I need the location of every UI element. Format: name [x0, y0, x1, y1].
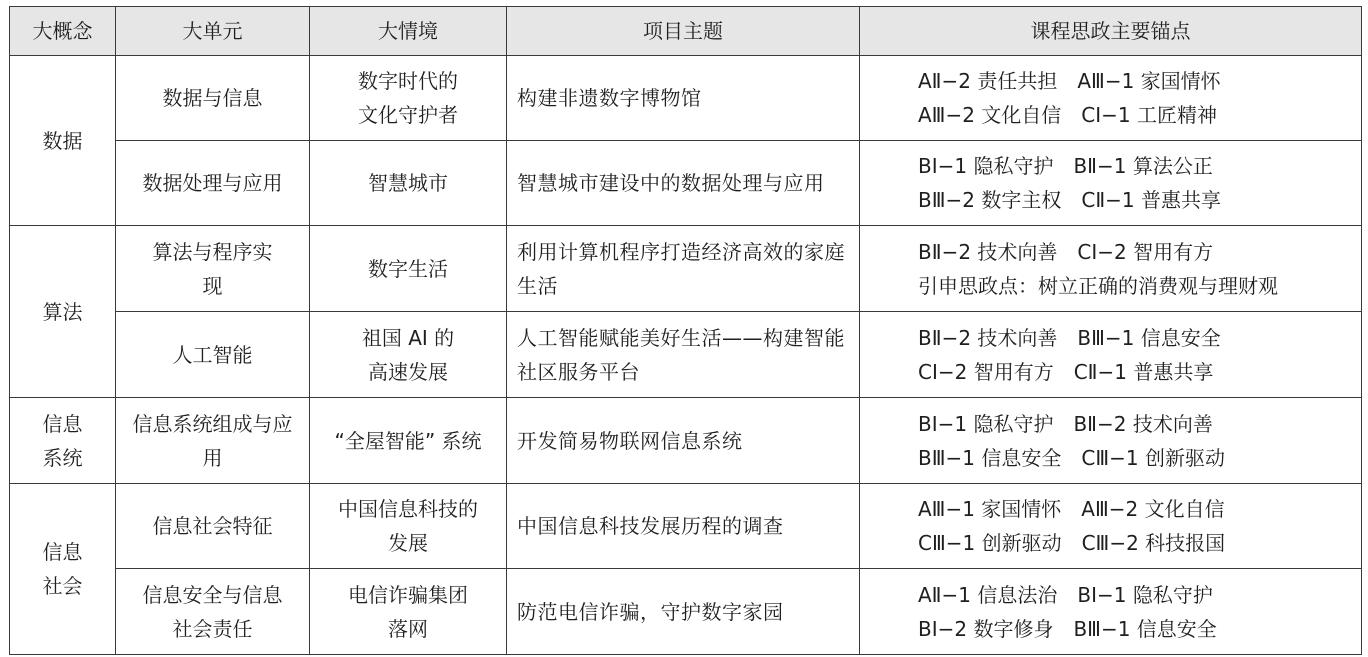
anchor-line: AⅡ−2 责任共担 AⅢ−1 家国情怀 — [918, 69, 1221, 93]
context-line: 中国信息科技的 — [338, 497, 478, 521]
anchor-line: AⅢ−1 家国情怀 AⅢ−2 文化自信 — [918, 497, 1225, 521]
anchor-line: BⅠ−1 隐私守护 BⅡ−2 技术向善 — [918, 411, 1213, 436]
anchor-line: BⅡ−2 技术向善 CⅠ−2 智用有方 — [918, 239, 1214, 264]
unit-cell — [116, 141, 310, 226]
context-line: 电信诈骗集团 — [348, 582, 468, 607]
context-cell — [310, 569, 507, 655]
anchor-line: BⅢ−1 信息安全 CⅢ−1 创新驱动 — [918, 445, 1225, 470]
concept-text: 信息系统 — [42, 411, 83, 470]
anchor-line: CⅢ−1 创新驱动 CⅢ−2 科技报国 — [918, 531, 1226, 555]
table-row — [10, 569, 1362, 655]
context-cell: “全屋智能” 系统 — [310, 398, 507, 484]
header-topic: 项目主题 — [507, 7, 860, 56]
anchors-cell — [860, 312, 1362, 398]
anchors-cell — [860, 484, 1362, 569]
topic-cell: 中国信息科技发展历程的调查 — [507, 484, 860, 569]
unit-cell — [116, 569, 310, 655]
anchor-line: CⅠ−2 智用有方 CⅡ−1 普惠共享 — [918, 359, 1214, 384]
anchor-line: 引申思政点：树立正确的消费观与理财观 — [918, 273, 1278, 298]
unit-text: 算法与程序实现 — [152, 239, 273, 298]
concept-cell: 数据 — [10, 56, 116, 226]
context-cell — [310, 56, 507, 141]
context-cell — [310, 312, 507, 398]
unit-text: 信息安全与信息社会责任 — [142, 582, 283, 641]
topic-cell: 利用计算机程序打造经济高效的家庭生活 — [507, 226, 860, 312]
table-row — [10, 226, 1362, 312]
context-cell: 数字生活 — [310, 226, 507, 312]
anchor-line: BⅠ−1 隐私守护 BⅡ−1 算法公正 — [918, 154, 1213, 178]
anchor-line: AⅢ−2 文化自信 CⅠ−1 工匠精神 — [918, 103, 1218, 127]
context-line: 发展 — [388, 531, 428, 555]
unit-cell — [116, 398, 310, 484]
header-row — [10, 7, 1362, 56]
anchor-line: BⅠ−2 数字修身 BⅢ−1 信息安全 — [918, 616, 1217, 641]
context-line: 祖国 AI 的 — [361, 325, 455, 350]
context-line: 文化守护者 — [358, 103, 458, 127]
unit-cell: 人工智能 — [116, 312, 310, 398]
anchors-cell — [860, 398, 1362, 484]
table-row — [10, 56, 1362, 141]
context-line: 高速发展 — [368, 359, 448, 384]
unit-cell — [116, 226, 310, 312]
concept-cell: 算法 — [10, 226, 116, 398]
concept-text: 信息社会 — [42, 540, 83, 598]
header-anchors: 课程思政主要锚点 — [860, 7, 1362, 56]
context-cell — [310, 484, 507, 569]
unit-cell: 信息社会特征 — [116, 484, 310, 569]
header-context: 大情境 — [310, 7, 507, 56]
unit-text: 数据处理与应用 — [142, 171, 283, 195]
table-row — [10, 398, 1362, 484]
anchors-cell — [860, 569, 1362, 655]
concept-cell — [10, 484, 116, 655]
topic-cell: 开发简易物联网信息系统 — [507, 398, 860, 484]
unit-text: 信息系统组成与应用 — [132, 411, 293, 470]
topic-cell: 智慧城市建设中的数据处理与应用 — [507, 141, 860, 226]
header-concept: 大概念 — [10, 7, 116, 56]
anchor-line: BⅢ−2 数字主权 CⅡ−1 普惠共享 — [918, 188, 1221, 212]
anchors-cell — [860, 141, 1362, 226]
context-line: 落网 — [388, 616, 428, 641]
curriculum-table — [9, 6, 1362, 655]
topic-cell: 防范电信诈骗，守护数字家园 — [507, 569, 860, 655]
table-row — [10, 141, 1362, 226]
table-row — [10, 484, 1362, 569]
header-unit: 大单元 — [116, 7, 310, 56]
topic-cell: 构建非遗数字博物馆 — [507, 56, 860, 141]
table-row — [10, 312, 1362, 398]
anchor-line: AⅡ−1 信息法治 BⅠ−1 隐私守护 — [918, 582, 1213, 607]
anchors-cell — [860, 56, 1362, 141]
anchors-cell — [860, 226, 1362, 312]
anchor-line: BⅡ−2 技术向善 BⅢ−1 信息安全 — [918, 325, 1221, 350]
topic-cell: 人工智能赋能美好生活——构建智能社区服务平台 — [507, 312, 860, 398]
context-line: 数字时代的 — [358, 69, 458, 93]
context-cell: 智慧城市 — [310, 141, 507, 226]
unit-cell: 数据与信息 — [116, 56, 310, 141]
concept-cell — [10, 398, 116, 484]
